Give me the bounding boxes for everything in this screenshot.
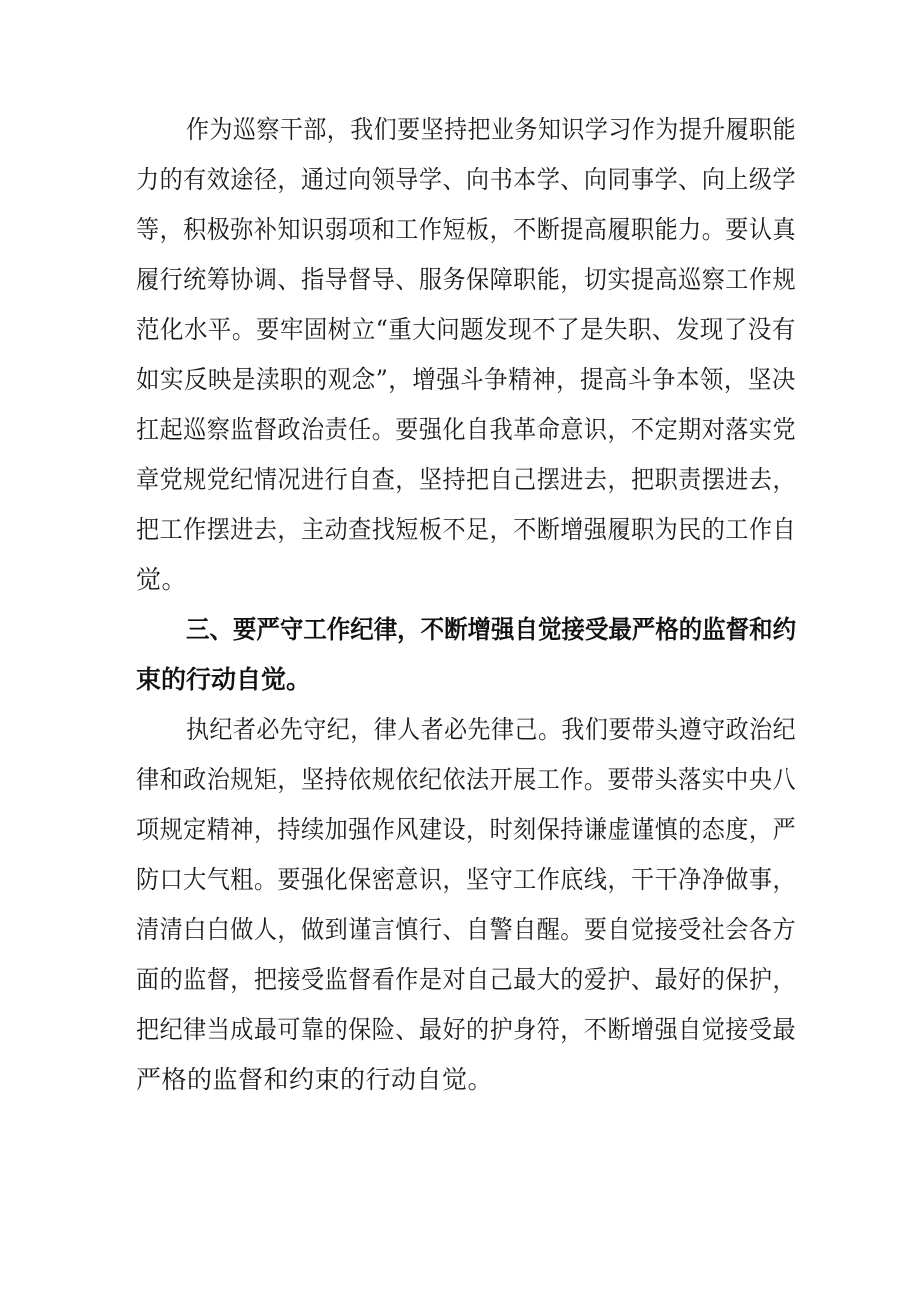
- paragraph-1-line: 如实反映是渎职的观念”，增强斗争精神，提高斗争本领，坚决: [136, 365, 796, 394]
- paragraph-1-line: 等，积极弥补知识弱项和工作短板，不断提高履职能力。要认真: [136, 215, 797, 244]
- paragraph-2-line: 防口大气粗。要强化保密意识，坚守工作底线，干干净净做事，: [136, 865, 797, 894]
- paragraph-1-line: 履行统筹协调、指导督导、服务保障职能，切实提高巡察工作规: [136, 265, 797, 294]
- paragraph-1-line: 扛起巡察监督政治责任。要强化自我革命意识，不定期对落实党: [136, 415, 797, 444]
- paragraph-2-line: 面的监督，把接受监督看作是对自己最大的爱护、最好的保护，: [136, 965, 797, 994]
- paragraph-2-line: 执纪者必先守纪，律人者必先律己。我们要带头遵守政治纪: [186, 715, 797, 744]
- paragraph-1-line: 把工作摆进去，主动查找短板不足，不断增强履职为民的工作自: [136, 515, 797, 544]
- paragraph-2-line: 把纪律当成最可靠的保险、最好的护身符，不断增强自觉接受最: [136, 1015, 797, 1044]
- paragraph-1-line: 作为巡察干部，我们要坚持把业务知识学习作为提升履职能: [186, 115, 797, 144]
- paragraph-1-line: 力的有效途径，通过向领导学、向书本学、向同事学、向上级学: [136, 165, 797, 194]
- paragraph-2-line: 清清白白做人，做到谨言慎行、自警自醒。要自觉接受社会各方: [136, 915, 797, 944]
- paragraph-2-line: 律和政治规矩，坚持依规依纪依法开展工作。要带头落实中央八: [136, 765, 797, 794]
- paragraph-1-line: 章党规党纪情况进行自查，坚持把自己摆进去，把职责摆进去，: [136, 465, 797, 494]
- paragraph-1-line: 范化水平。要牢固树立“重大问题发现不了是失职、发现了没有: [136, 315, 796, 344]
- section-heading: 束的行动自觉。: [136, 665, 312, 694]
- paragraph-2-line: 严格的监督和约束的行动自觉。: [136, 1065, 494, 1094]
- section-heading: 三、要严守工作纪律，不断增强自觉接受最严格的监督和约: [186, 615, 797, 644]
- paragraph-2-line: 项规定精神，持续加强作风建设，时刻保持谦虚谨慎的态度，严: [136, 815, 797, 844]
- paragraph-1-line: 觉。: [136, 565, 188, 594]
